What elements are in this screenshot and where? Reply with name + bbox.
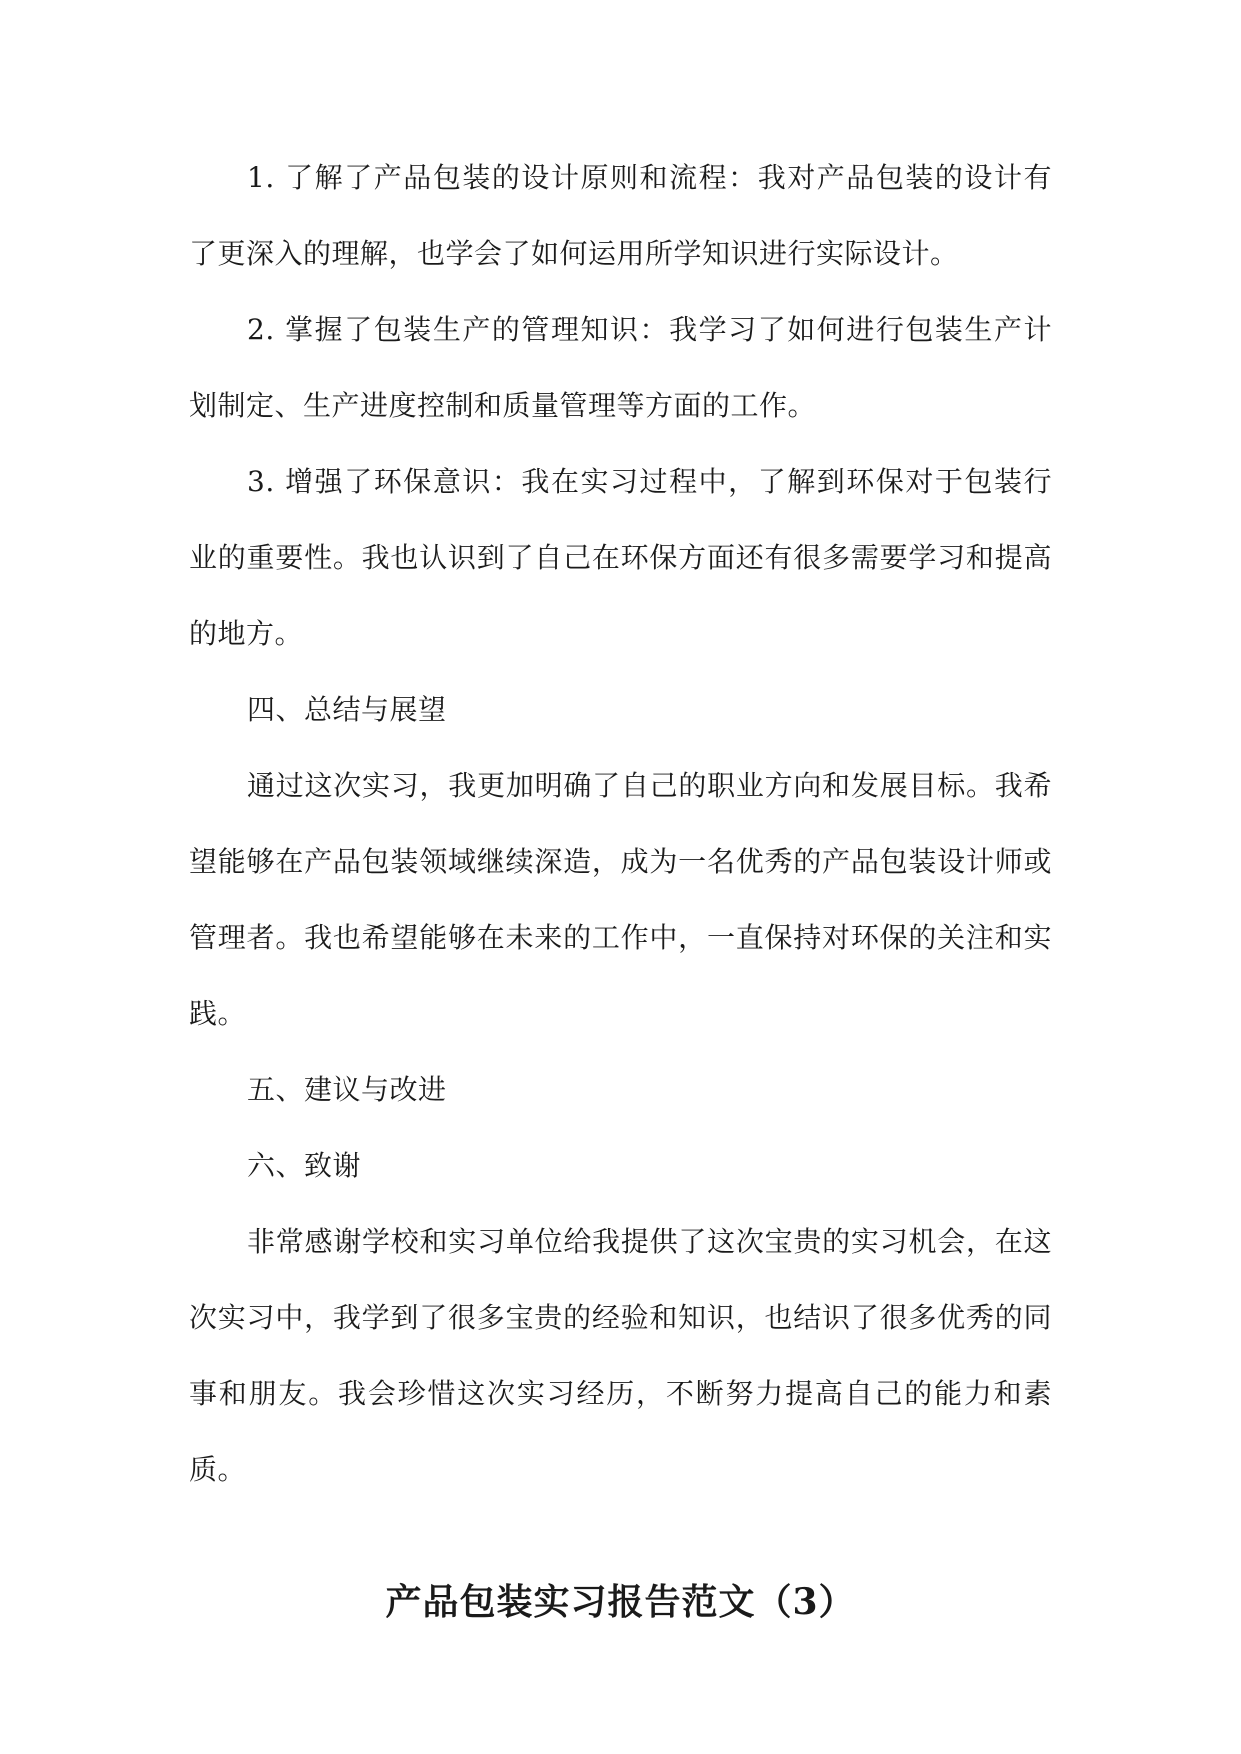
heading-thanks: 六、致谢 <box>247 1149 362 1182</box>
thanks-paragraph: 非常感谢学校和实习单位给我提供了这次宝贵的实习机会，在这次实习中，我学到了很多宝贵的经验和知识，也结识了很多优秀的同事和朋友。我会珍惜这次实习经历，不断努力提高自己的能力和素质。 <box>189 1225 1052 1486</box>
section-title: 产品包装实习报告范文（3） <box>385 1581 856 1623</box>
summary-paragraph: 通过这次实习，我更加明确了自己的职业方向和发展目标。我希望能够在产品包装领域继续深造，成为一名优秀的产品包装设计师或管理者。我也希望能够在未来的工作中，一直保持对环保的关注和实践。 <box>189 769 1052 1030</box>
heading-summary: 四、总结与展望 <box>247 693 447 726</box>
list-item-3: 3. 增强了环保意识：我在实习过程中，了解到环保对于包装行业的重要性。我也认识到了自己在环保方面还有很多需要学习和提高的地方。 <box>189 465 1052 650</box>
list-item-2: 2. 掌握了包装生产的管理知识：我学习了如何进行包装生产计划制定、生产进度控制和质量管理等方面的工作。 <box>189 313 1052 422</box>
document-body <box>189 140 1052 1640</box>
list-item-1: 1. 了解了产品包装的设计原则和流程：我对产品包装的设计有了更深入的理解，也学会了如何运用所学知识进行实际设计。 <box>189 161 1052 270</box>
heading-suggestions: 五、建议与改进 <box>247 1073 447 1106</box>
